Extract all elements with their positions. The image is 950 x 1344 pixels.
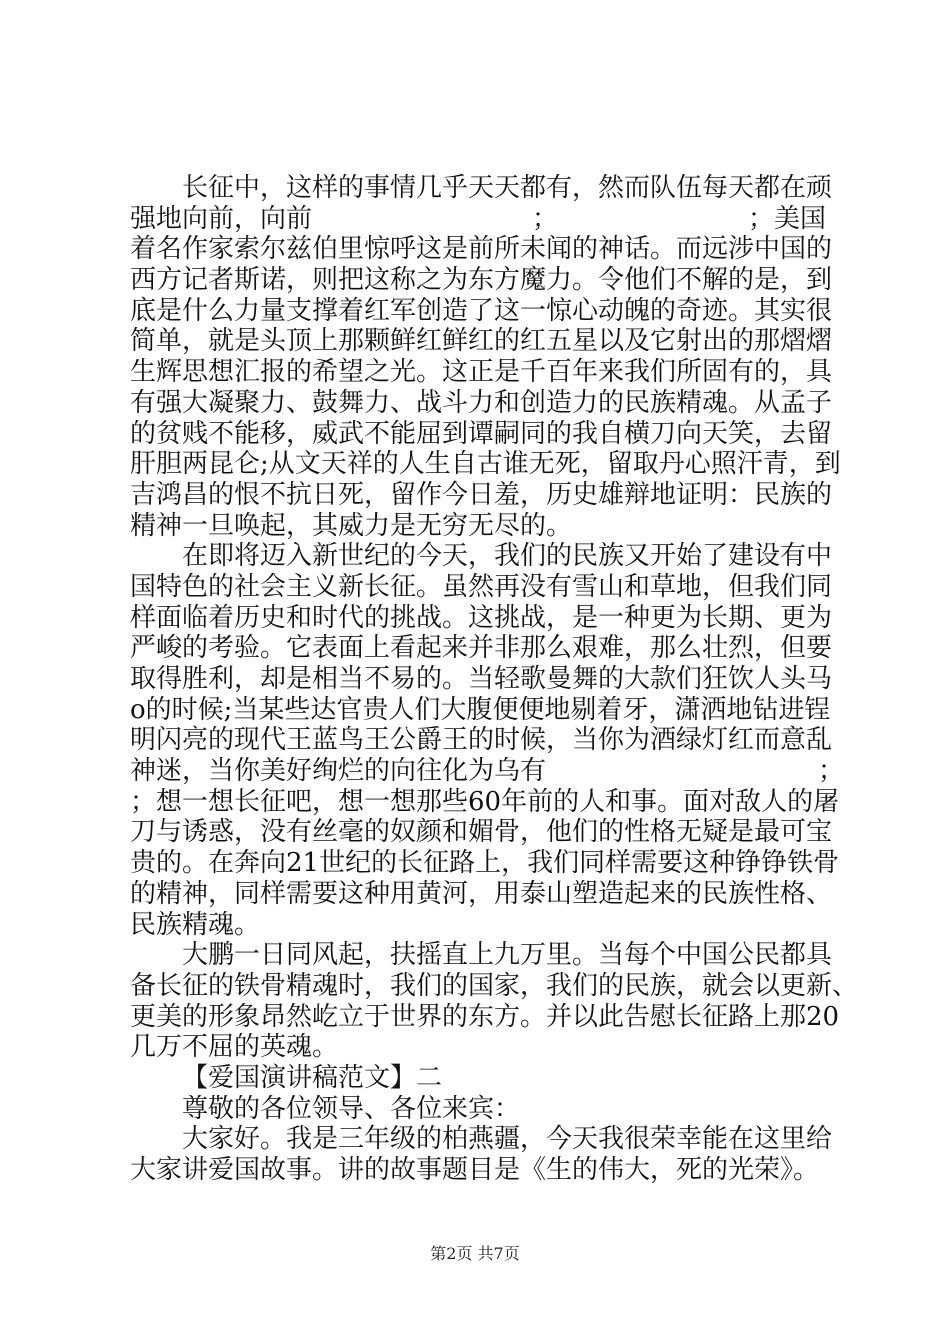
text-segment: ；美国 (748, 204, 827, 234)
text-segment: 【爱国演讲稿范文】二 (182, 1063, 443, 1093)
text-segment: ； (818, 756, 845, 786)
text-segment: 精神一旦唤起，其威力是无穷无尽的。 (130, 511, 573, 541)
text-segment: 底是什么力量支撑着红军创造了这一惊心动魄的奇迹。其实很 (130, 296, 833, 326)
text-segment: 大家好。我是三年级的柏燕疆，今天我很荣幸能在这里给 (182, 1124, 833, 1154)
text-segment: 明闪亮的现代王蓝鸟王公爵王的时候，当你为酒绿灯红而意乱 (130, 725, 833, 755)
text-segment: 国特色的社会主义新长征。虽然再没有雪山和草地，但我们同 (130, 572, 833, 602)
text-segment: 民族精魂。 (130, 910, 261, 940)
text-segment: 几万不屈的英魂。 (130, 1032, 339, 1062)
text-segment: 严峻的考验。它表面上看起来并非那么艰难，那么壮烈，但要 (130, 633, 833, 663)
text-segment: 着名作家索尔兹伯里惊呼这是前所未闻的神话。而远涉中国的 (130, 234, 833, 264)
text-segment: 大鹏一日同风起，扶摇直上九万里。当每个中国公民都具 (182, 940, 833, 970)
text-line (0, 1150, 950, 1190)
text-segment: 的精神，同样需要这种用黄河，用泰山塑造起来的民族性格、 (130, 879, 833, 909)
text-segment: 样面临着历史和时代的挑战。这挑战，是一种更为长期、更为 (130, 603, 833, 633)
text-segment: 大家讲爱国故事。讲的故事题目是《生的伟大，死的光荣》。 (130, 1155, 820, 1185)
text-segment: 西方记者斯诺，则把这称之为东方魔力。令他们不解的是，到 (130, 265, 833, 295)
text-segment: 有强大凝聚力、鼓舞力、战斗力和创造力的民族精魂。从孟子 (130, 388, 833, 418)
text-segment: 长征中，这样的事情几乎天天都有，然而队伍每天都在顽 (182, 173, 833, 203)
text-segment: 吉鸿昌的恨不抗日死，留作今日羞，历史雄辩地证明：民族的 (130, 480, 833, 510)
text-segment: ； (532, 204, 559, 234)
text-segment: 贵的。在奔向21世纪的长征路上，我们同样需要这种铮铮铁骨 (130, 848, 840, 878)
text-segment: 肝胆两昆仑;从文天祥的人生自古谁无死，留取丹心照汗青，到 (130, 449, 841, 479)
text-segment: o的时候;当某些达官贵人们大腹便便地剔着牙，潇洒地钻进锃 (130, 695, 831, 725)
text-segment: 的贫贱不能移，威武不能屈到谭嗣同的我自横刀向天笑，去留 (130, 419, 833, 449)
text-segment: ；想一想长征吧，想一想那些60年前的人和事。面对敌人的屠 (130, 787, 840, 817)
page-footer: 第2页 共7页 (430, 1244, 520, 1263)
text-segment: 在即将迈入新世纪的今天，我们的民族又开始了建设有中 (182, 541, 833, 571)
text-segment: 刀与诱惑，没有丝毫的奴颜和媚骨，他们的性格无疑是最可宝 (130, 817, 833, 847)
text-segment: 取得胜利，却是相当不易的。当轻歌曼舞的大款们狂饮人头马 (130, 664, 833, 694)
text-segment: 生辉思想汇报的希望之光。这正是千百年来我们所固有的，具 (130, 357, 833, 387)
text-segment: 尊敬的各位领导、各位来宾： (182, 1094, 521, 1124)
text-segment: 强地向前，向前 (130, 204, 313, 234)
text-segment: 神迷，当你美好绚烂的向往化为乌有 (130, 756, 547, 786)
text-segment: 简单，就是头顶上那颗鲜红鲜红的红五星以及它射出的那熠熠 (130, 326, 833, 356)
text-segment: 更美的形象昂然屹立于世界的东方。并以此告慰长征路上那20 (130, 1002, 840, 1032)
text-segment: 备长征的铁骨精魂时，我们的国家，我们的民族，就会以更新、 (130, 971, 859, 1001)
